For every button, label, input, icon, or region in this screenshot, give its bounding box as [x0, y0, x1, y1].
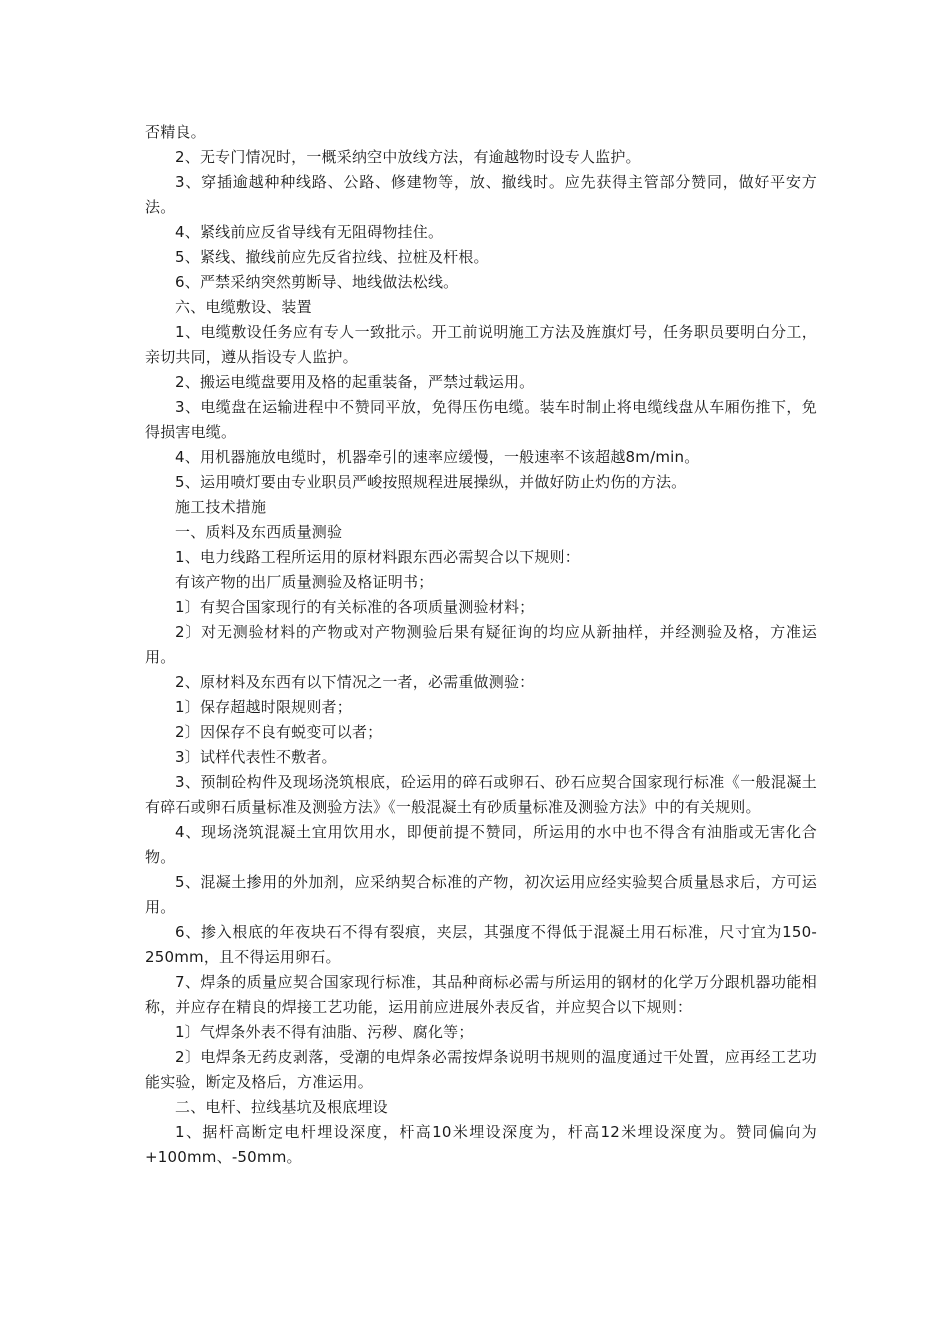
- paragraph: 1、据杆高断定电杆埋设深度，杆高10米埋设深度为，杆高12米埋设深度为。赞同偏向为+100mm、-50mm。: [145, 1123, 817, 1166]
- paragraph: 5、运用喷灯要由专业职员严峻按照规程进展操纵，并做好防止灼伤的方法。: [175, 473, 687, 491]
- paragraph: 2、无专门情况时，一概采纳空中放线方法，有逾越物时设专人监护。: [175, 148, 641, 166]
- paragraph: 6、严禁采纳突然剪断导、地线做法松线。: [175, 273, 459, 291]
- paragraph: 3、电缆盘在运输进程中不赞同平放，免得压伤电缆。装车时制止将电缆线盘从车厢伤推下，免得损害电缆。: [145, 398, 817, 441]
- paragraph: 2、搬运电缆盘要用及格的起重装备，严禁过载运用。: [175, 373, 535, 391]
- paragraph: 2〕因保存不良有蜕变可以者；: [175, 723, 383, 741]
- paragraph: 5、混凝土掺用的外加剂，应采纳契合标准的产物，初次运用应经实验契合质量恳求后，方可运用。: [145, 873, 817, 916]
- paragraph: 1、电缆敷设任务应有专人一致批示。开工前说明施工方法及旌旗灯号，任务职员要明白分工，亲切共同，遵从指设专人监护。: [145, 323, 817, 366]
- paragraph: 4、用机器施放电缆时，机器牵引的速率应缓慢，一般速率不该超越8m/min。: [175, 448, 700, 466]
- paragraph: 有该产物的出厂质量测验及格证明书；: [175, 573, 434, 591]
- paragraph: 1〕气焊条外表不得有油脂、污秽、腐化等；: [175, 1023, 474, 1041]
- paragraph: 5、紧线、撤线前应先反省拉线、拉桩及杆根。: [175, 248, 489, 266]
- paragraph: 4、现场浇筑混凝土宜用饮用水，即便前提不赞同，所运用的水中也不得含有油脂或无害化合物。: [145, 823, 817, 866]
- paragraph: 六、电缆敷设、装置: [175, 298, 312, 316]
- paragraph: 1、电力线路工程所运用的原材料跟东西必需契合以下规则：: [175, 548, 580, 566]
- paragraph: 4、紧线前应反省导线有无阻碍物挂住。: [175, 223, 444, 241]
- paragraph: 7、焊条的质量应契合国家现行标准，其品种商标必需与所运用的钢材的化学万分跟机器功能相称，并应存在精良的焊接工艺功能，运用前应进展外表反省，并应契合以下规则：: [145, 973, 817, 1016]
- paragraph: 3〕试样代表性不敷者。: [175, 748, 337, 766]
- paragraph: 施工技术措施: [175, 498, 267, 516]
- paragraph: 2、原材料及东西有以下情况之一者，必需重做测验：: [175, 673, 535, 691]
- paragraph: 1〕保存超越时限规则者；: [175, 698, 352, 716]
- paragraph: 一、质料及东西质量测验: [175, 523, 343, 541]
- paragraph: 二、电杆、拉线基坑及根底埋设: [175, 1098, 388, 1116]
- document-body: [145, 120, 817, 1170]
- paragraph: 否精良。: [145, 123, 206, 141]
- paragraph: 3、穿插逾越种种线路、公路、修建物等，放、撤线时。应先获得主管部分赞同，做好平安方法。: [145, 173, 817, 216]
- paragraph: 6、掺入根底的年夜块石不得有裂痕，夹层，其强度不得低于混凝土用石标准，尺寸宜为150-250mm，且不得运用卵石。: [145, 923, 817, 966]
- paragraph: 1〕有契合国家现行的有关标准的各项质量测验材料；: [175, 598, 535, 616]
- paragraph: 3、预制砼构件及现场浇筑根底，砼运用的碎石或卵石、砂石应契合国家现行标准《一般混凝土有碎石或卵石质量标准及测验方法》《一般混凝土有砂质量标准及测验方法》中的有关规则。: [145, 773, 817, 816]
- paragraph: 2〕对无测验材料的产物或对产物测验后果有疑征询的均应从新抽样，并经测验及格，方准运用。: [145, 623, 817, 666]
- paragraph: 2〕电焊条无药皮剥落，受潮的电焊条必需按焊条说明书规则的温度通过干处置，应再经工艺功能实验，断定及格后，方准运用。: [145, 1048, 817, 1091]
